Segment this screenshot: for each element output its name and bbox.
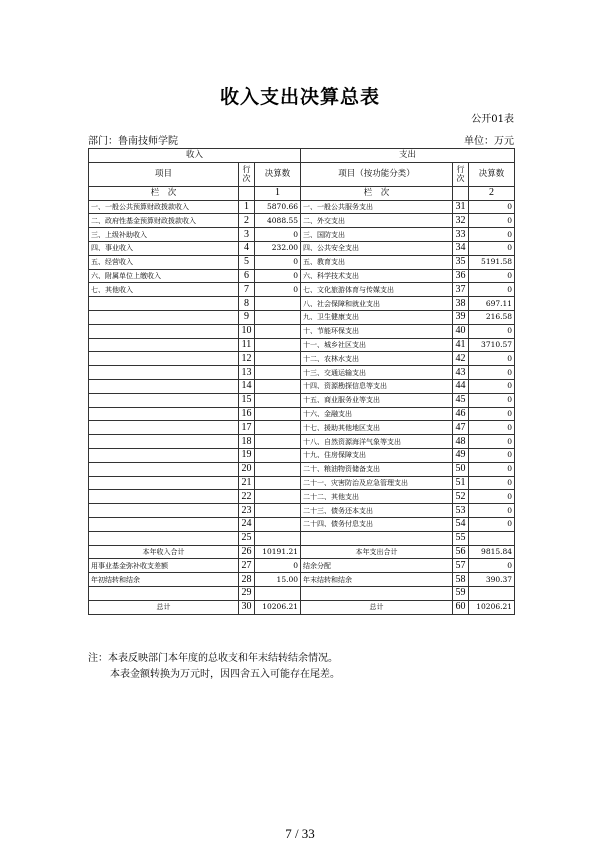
income-item-label: 年初结转和结余 (89, 573, 239, 587)
income-amount (255, 504, 301, 518)
header-expense: 支出 (301, 149, 515, 163)
expense-amount (469, 586, 515, 600)
note-2: 本表金额转换为万元时，因四舍五入可能存在尾差。 (110, 669, 340, 680)
income-line-no: 8 (239, 297, 255, 311)
income-amount: 5870.66 (255, 200, 301, 214)
income-line-no: 2 (239, 214, 255, 228)
income-item-label: 一、一般公共预算财政拨款收入 (89, 200, 239, 214)
expense-item-label: 一、一般公共服务支出 (301, 200, 453, 214)
income-line-no: 12 (239, 352, 255, 366)
income-item-label (89, 324, 239, 338)
column-label-expense: 栏 次 (301, 186, 453, 200)
expense-line-no: 53 (453, 504, 469, 518)
expense-line-no: 56 (453, 545, 469, 559)
income-amount (255, 407, 301, 421)
expense-amount: 0 (469, 324, 515, 338)
income-expense-table (88, 148, 515, 615)
expense-line-no: 47 (453, 421, 469, 435)
table-row (89, 504, 515, 518)
expense-item-label: 七、文化旅游体育与传媒支出 (301, 283, 453, 297)
income-line-no: 9 (239, 310, 255, 324)
table-row (89, 586, 515, 600)
income-amount: 0 (255, 283, 301, 297)
income-line-no: 19 (239, 448, 255, 462)
income-item-label (89, 462, 239, 476)
table-row (89, 379, 515, 393)
income-item-label (89, 448, 239, 462)
income-line-no: 1 (239, 200, 255, 214)
table-row (89, 366, 515, 380)
table-row (89, 421, 515, 435)
expense-line-no: 31 (453, 200, 469, 214)
income-item-label (89, 517, 239, 531)
income-line-no: 16 (239, 407, 255, 421)
expense-line-no: 33 (453, 228, 469, 242)
table-row (89, 393, 515, 407)
expense-item-label: 本年支出合计 (301, 545, 453, 559)
income-amount (255, 517, 301, 531)
income-line-no: 15 (239, 393, 255, 407)
income-line-no: 7 (239, 283, 255, 297)
expense-line-no: 48 (453, 435, 469, 449)
page-title: 收入支出决算总表 (219, 86, 380, 108)
expense-amount: 216.58 (469, 310, 515, 324)
table-row (89, 448, 515, 462)
note-1: 注：本表反映部门本年度的总收支和年末结转结余情况。 (88, 653, 338, 664)
expense-amount: 0 (469, 421, 515, 435)
income-amount (255, 476, 301, 490)
expense-amount: 0 (469, 379, 515, 393)
expense-amount: 0 (469, 228, 515, 242)
header-income-item: 项目 (89, 162, 239, 186)
income-line-no: 26 (239, 545, 255, 559)
expense-amount: 0 (469, 559, 515, 573)
income-amount: 0 (255, 255, 301, 269)
income-amount (255, 421, 301, 435)
expense-line-no: 57 (453, 559, 469, 573)
income-line-no: 4 (239, 241, 255, 255)
table-row (89, 517, 515, 531)
expense-amount: 0 (469, 490, 515, 504)
table-row (89, 241, 515, 255)
table-row (89, 352, 515, 366)
header-income-line-no: 行次 (239, 162, 255, 186)
income-line-no: 24 (239, 517, 255, 531)
expense-item-label: 十一、城乡社区支出 (301, 338, 453, 352)
income-amount (255, 393, 301, 407)
income-line-no: 14 (239, 379, 255, 393)
income-item-label (89, 586, 239, 600)
income-amount (255, 435, 301, 449)
income-amount: 0 (255, 228, 301, 242)
income-line-no: 17 (239, 421, 255, 435)
income-item-label (89, 297, 239, 311)
income-amount (255, 379, 301, 393)
expense-line-no: 59 (453, 586, 469, 600)
income-amount: 15.00 (255, 573, 301, 587)
table-row (89, 228, 515, 242)
department-label: 部门：鲁南技师学院 (88, 136, 178, 147)
expense-item-label: 十八、自然资源海洋气象等支出 (301, 435, 453, 449)
expense-amount: 0 (469, 462, 515, 476)
income-line-no: 5 (239, 255, 255, 269)
expense-line-no: 46 (453, 407, 469, 421)
expense-amount: 697.11 (469, 297, 515, 311)
expense-item-label: 十二、农林水支出 (301, 352, 453, 366)
expense-item-label: 十九、住房保障支出 (301, 448, 453, 462)
table-row (89, 283, 515, 297)
income-item-label: 三、上级补助收入 (89, 228, 239, 242)
expense-line-no: 43 (453, 366, 469, 380)
table-row (89, 559, 515, 573)
table-row (89, 435, 515, 449)
page-number: 7 / 33 (285, 826, 315, 841)
form-number: 公开01表 (471, 114, 514, 125)
header-expense-line-no: 行次 (453, 162, 469, 186)
expense-line-no: 38 (453, 297, 469, 311)
header-income: 收入 (89, 149, 301, 163)
income-amount: 232.00 (255, 241, 301, 255)
expense-line-no: 39 (453, 310, 469, 324)
expense-line-no: 35 (453, 255, 469, 269)
table-row (89, 310, 515, 324)
table-row (89, 200, 515, 214)
expense-amount: 0 (469, 269, 515, 283)
table-row (89, 476, 515, 490)
unit-label: 单位：万元 (464, 136, 514, 147)
expense-amount: 0 (469, 393, 515, 407)
expense-amount: 10206.21 (469, 600, 515, 614)
expense-line-no: 40 (453, 324, 469, 338)
income-line-no: 18 (239, 435, 255, 449)
table-body (89, 149, 515, 615)
expense-item-label (301, 586, 453, 600)
income-item-label: 七、其他收入 (89, 283, 239, 297)
expense-line-no: 37 (453, 283, 469, 297)
income-amount: 10206.21 (255, 600, 301, 614)
expense-item-label: 十五、商业服务业等支出 (301, 393, 453, 407)
income-item-label (89, 352, 239, 366)
expense-line-no: 60 (453, 600, 469, 614)
expense-item-label: 结余分配 (301, 559, 453, 573)
expense-item-label: 年末结转和结余 (301, 573, 453, 587)
expense-line-no: 36 (453, 269, 469, 283)
expense-line-no: 58 (453, 573, 469, 587)
expense-item-label: 二十四、债务付息支出 (301, 517, 453, 531)
expense-amount: 0 (469, 214, 515, 228)
income-amount (255, 490, 301, 504)
table-row (89, 324, 515, 338)
table-row (89, 255, 515, 269)
income-amount (255, 531, 301, 545)
income-item-label: 六、附属单位上缴收入 (89, 269, 239, 283)
income-line-no: 25 (239, 531, 255, 545)
expense-line-no: 42 (453, 352, 469, 366)
income-line-no: 3 (239, 228, 255, 242)
expense-amount: 0 (469, 366, 515, 380)
income-item-label (89, 435, 239, 449)
expense-item-label: 十、节能环保支出 (301, 324, 453, 338)
expense-amount: 0 (469, 476, 515, 490)
expense-line-no: 45 (453, 393, 469, 407)
expense-item-label: 十六、金融支出 (301, 407, 453, 421)
expense-amount (469, 531, 515, 545)
expense-item-label: 六、科学技术支出 (301, 269, 453, 283)
expense-item-label: 四、公共安全支出 (301, 241, 453, 255)
header-expense-item: 项目（按功能分类） (301, 162, 453, 186)
expense-amount: 0 (469, 504, 515, 518)
table-row (89, 573, 515, 587)
income-amount (255, 352, 301, 366)
income-item-label: 二、政府性基金预算财政拨款收入 (89, 214, 239, 228)
expense-item-label: 二十一、灾害防治及应急管理支出 (301, 476, 453, 490)
income-amount: 4088.55 (255, 214, 301, 228)
expense-item-label: 总计 (301, 600, 453, 614)
table-row (89, 600, 515, 614)
column-label-income: 栏 次 (89, 186, 239, 200)
expense-amount: 0 (469, 435, 515, 449)
header-expense-amount: 决算数 (469, 162, 515, 186)
income-line-no: 28 (239, 573, 255, 587)
income-item-label (89, 407, 239, 421)
header-income-amount: 决算数 (255, 162, 301, 186)
table-row (89, 214, 515, 228)
expense-amount: 0 (469, 517, 515, 531)
expense-item-label: 三、国防支出 (301, 228, 453, 242)
income-line-no: 20 (239, 462, 255, 476)
expense-amount: 0 (469, 407, 515, 421)
income-line-no: 27 (239, 559, 255, 573)
expense-line-no: 55 (453, 531, 469, 545)
income-item-label (89, 531, 239, 545)
expense-item-label: 十三、交通运输支出 (301, 366, 453, 380)
income-line-no: 13 (239, 366, 255, 380)
expense-item-label (301, 531, 453, 545)
income-line-no: 30 (239, 600, 255, 614)
expense-amount: 0 (469, 241, 515, 255)
column-blank-expense (453, 186, 469, 200)
income-amount: 10191.21 (255, 545, 301, 559)
income-amount: 0 (255, 559, 301, 573)
income-item-label: 用事业基金弥补收支差额 (89, 559, 239, 573)
expense-amount: 390.37 (469, 573, 515, 587)
table-row (89, 338, 515, 352)
income-item-label (89, 421, 239, 435)
expense-line-no: 51 (453, 476, 469, 490)
header-row-2 (89, 162, 515, 186)
income-item-label (89, 476, 239, 490)
expense-line-no: 41 (453, 338, 469, 352)
income-line-no: 22 (239, 490, 255, 504)
expense-line-no: 52 (453, 490, 469, 504)
column-number-2: 2 (469, 186, 515, 200)
expense-amount: 5191.58 (469, 255, 515, 269)
table-row (89, 490, 515, 504)
table-row (89, 531, 515, 545)
expense-item-label: 五、教育支出 (301, 255, 453, 269)
expense-line-no: 34 (453, 241, 469, 255)
expense-item-label: 二十、粮油物资储备支出 (301, 462, 453, 476)
notes (88, 651, 340, 683)
income-item-label: 总计 (89, 600, 239, 614)
income-item-label: 四、事业收入 (89, 241, 239, 255)
column-blank-income (239, 186, 255, 200)
income-item-label (89, 338, 239, 352)
income-amount (255, 297, 301, 311)
income-line-no: 23 (239, 504, 255, 518)
header-row-1 (89, 149, 515, 163)
table-row (89, 545, 515, 559)
expense-line-no: 44 (453, 379, 469, 393)
expense-item-label: 十七、援助其他地区支出 (301, 421, 453, 435)
income-item-label (89, 379, 239, 393)
expense-item-label: 八、社会保障和就业支出 (301, 297, 453, 311)
expense-amount: 3710.57 (469, 338, 515, 352)
income-line-no: 21 (239, 476, 255, 490)
income-line-no: 29 (239, 586, 255, 600)
expense-item-label: 十四、资源勘探信息等支出 (301, 379, 453, 393)
expense-line-no: 54 (453, 517, 469, 531)
income-item-label: 五、经营收入 (89, 255, 239, 269)
header-row-3 (89, 186, 515, 200)
table-row (89, 407, 515, 421)
income-amount (255, 366, 301, 380)
expense-line-no: 50 (453, 462, 469, 476)
income-amount (255, 324, 301, 338)
expense-amount: 0 (469, 352, 515, 366)
income-item-label (89, 504, 239, 518)
income-line-no: 11 (239, 338, 255, 352)
expense-item-label: 二十二、其他支出 (301, 490, 453, 504)
table-row (89, 269, 515, 283)
income-amount (255, 586, 301, 600)
income-amount (255, 448, 301, 462)
income-line-no: 6 (239, 269, 255, 283)
income-amount (255, 310, 301, 324)
expense-amount: 0 (469, 448, 515, 462)
table-row (89, 297, 515, 311)
income-amount: 0 (255, 269, 301, 283)
income-amount (255, 338, 301, 352)
expense-amount: 9815.84 (469, 545, 515, 559)
income-item-label (89, 393, 239, 407)
expense-line-no: 32 (453, 214, 469, 228)
expense-amount: 0 (469, 200, 515, 214)
income-item-label (89, 490, 239, 504)
income-amount (255, 462, 301, 476)
income-item-label (89, 366, 239, 380)
expense-amount: 0 (469, 283, 515, 297)
expense-line-no: 49 (453, 448, 469, 462)
expense-item-label: 二、外交支出 (301, 214, 453, 228)
expense-item-label: 九、卫生健康支出 (301, 310, 453, 324)
table-row (89, 462, 515, 476)
column-number-1: 1 (255, 186, 301, 200)
income-line-no: 10 (239, 324, 255, 338)
income-item-label (89, 310, 239, 324)
income-item-label: 本年收入合计 (89, 545, 239, 559)
expense-item-label: 二十三、债务还本支出 (301, 504, 453, 518)
